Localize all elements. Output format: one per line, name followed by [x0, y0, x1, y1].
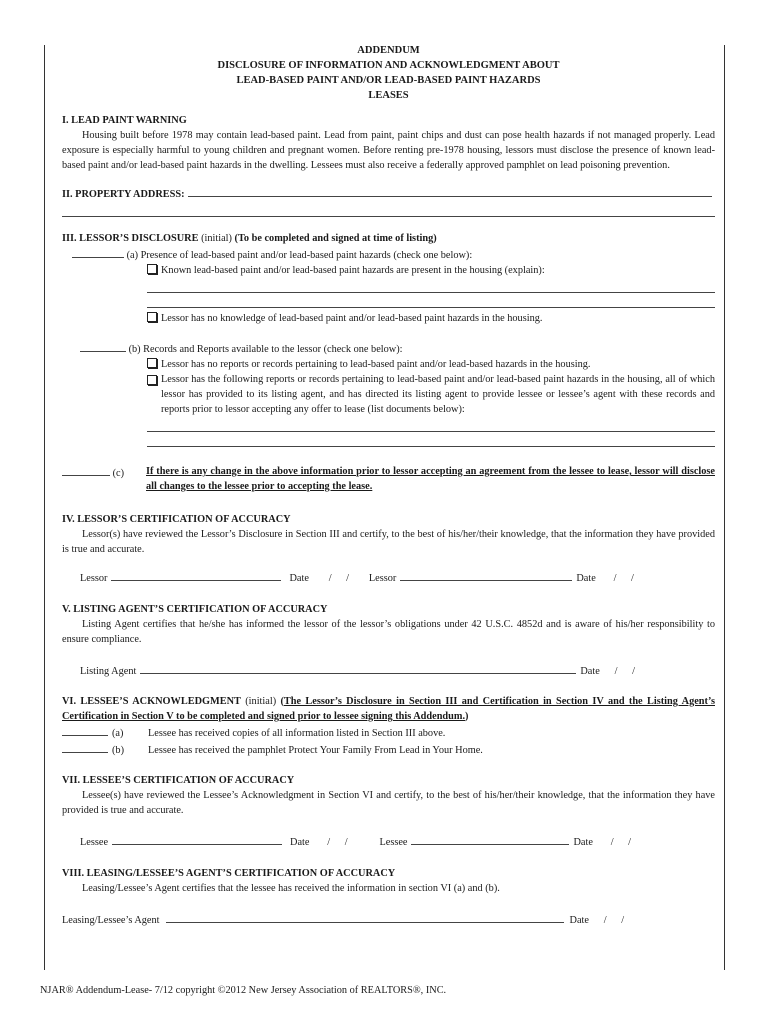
title-line-1: ADDENDUM: [357, 45, 420, 56]
checkbox-3a-known[interactable]: [147, 264, 157, 274]
listing-agent-date-label: Date: [580, 666, 600, 677]
option-3a-1-row: [147, 263, 715, 278]
property-address-field-1[interactable]: [188, 185, 712, 197]
section-6-heading: VI. LESSEE’S ACKNOWLEDGMENT: [62, 696, 241, 707]
property-address-field-2[interactable]: [62, 202, 715, 217]
section-6-note: The Lessor’s Disclosure in Section III and Certification in Section IV and the Listing Agent’s Certification in Section V to be completed and signed prior to lessee signing this Addendum.: [62, 696, 715, 722]
leasing-agent-label: Leasing/Lessee’s Agent: [62, 915, 160, 926]
section-8-body: Leasing/Lessee’s Agent certifies that the lessee has received the information in section VI (a) and (b).: [82, 883, 500, 894]
option-3a-1-text: Known lead-based paint and/or lead-based paint hazards are present in the housing (explain):: [161, 265, 545, 276]
lessor-label-2: Lessor: [368, 573, 397, 584]
lessee-date-slashes-1[interactable]: / /: [327, 837, 348, 848]
item-3c-row: [62, 464, 715, 494]
option-3b-2-text: Lessor has the following reports or records pertaining to lead-based paint and/or lead-based paint hazards in the housing, all of which lessor has provided to its listing agent, and has directed its listing agent to provide lessee or lessee’s agent with these records and reports prior to lessor accepting any offer to lease (list documents below):: [161, 374, 715, 415]
leasing-agent-date-label: Date: [569, 915, 589, 926]
leasing-agent-signature-row: [62, 911, 715, 928]
section-3-note: (To be completed and signed at time of listing): [234, 233, 437, 244]
initial-3c-field[interactable]: [62, 464, 110, 476]
lessee-date-slashes-2[interactable]: / /: [610, 837, 632, 848]
section-4-heading: IV. LESSOR’S CERTIFICATION OF ACCURACY: [62, 514, 291, 525]
checkbox-3b-has-reports[interactable]: [147, 375, 157, 385]
document-page: [62, 43, 715, 928]
listing-agent-date-slashes[interactable]: / /: [614, 666, 635, 677]
title-line-4: LEASES: [368, 90, 409, 101]
document-title: [62, 43, 715, 103]
option-3b-1-row: [147, 357, 715, 372]
section-6-initial: (initial): [245, 696, 277, 707]
left-border-line: [44, 45, 45, 970]
section-1-body: Housing built before 1978 may contain lead-based paint. Lead from paint, paint chips and dust can pose health hazards if not managed properly. Lead exposure is especially harmful to young children and pregnant women. Before renting pre-1978 housing, lessors must disclose the presence of known lead-based paint and/or lead-based paint hazards in the dwelling. Lessees must also receive a federally approved pamphlet on lead poisoning prevention.: [62, 130, 715, 171]
item-3c-label-wrap: [62, 464, 146, 494]
item-3c-text: If there is any change in the above information prior to lessor accepting an agreement from the lessee to lease, lessor will disclose all changes to the lessee prior to accepting the lease.: [146, 466, 715, 492]
checkbox-3b-no-reports[interactable]: [147, 358, 157, 368]
item-3b-row: [80, 340, 715, 357]
lessee-label-2: Lessee: [379, 837, 408, 848]
item-3a-row: [72, 246, 715, 263]
explain-field-2[interactable]: [147, 293, 715, 308]
item-3b-label: (b) Records and Reports available to the lessor (check one below):: [128, 344, 403, 355]
section-7-heading: VII. LESSEE’S CERTIFICATION OF ACCURACY: [62, 775, 295, 786]
lessor-signature-field-1[interactable]: [111, 569, 281, 581]
section-2-heading: II. PROPERTY ADDRESS:: [62, 189, 185, 200]
section-5-heading: V. LISTING AGENT’S CERTIFICATION OF ACCURACY: [62, 604, 328, 615]
section-4-body: Lessor(s) have reviewed the Lessor’s Disclosure in Section III and certify, to the best of his/her/their knowledge, that the information they have provided is true and accurate.: [62, 529, 715, 555]
documents-field-2[interactable]: [147, 432, 715, 447]
initial-6b-field[interactable]: [62, 741, 108, 753]
section-5-body: Listing Agent certifies that he/she has informed the lessor of the lessor’s obligations under 42 U.S.C. 4852d and is aware of his/her responsibility to ensure compliance.: [62, 619, 715, 645]
documents-lines: [147, 417, 715, 447]
footer-copyright: NJAR® Addendum-Lease- 7/12 copyright ©2012 New Jersey Association of REALTORS®, INC.: [40, 985, 447, 996]
lessor-signature-field-2[interactable]: [400, 569, 572, 581]
lessee-signature-field-2[interactable]: [411, 833, 569, 845]
title-line-3: LEAD-BASED PAINT AND/OR LEAD-BASED PAINT HAZARDS: [236, 75, 541, 86]
option-3b-1-text: Lessor has no reports or records pertaining to lead-based paint and/or lead-based hazards in the housing.: [161, 359, 591, 370]
property-address-row: [62, 185, 715, 202]
listing-agent-signature-row: [80, 662, 715, 679]
listing-agent-signature-field[interactable]: [140, 662, 576, 674]
title-line-2: DISCLOSURE OF INFORMATION AND ACKNOWLEDGMENT ABOUT: [217, 60, 560, 71]
lessor-date-slashes-1[interactable]: / /: [328, 573, 350, 584]
section-1-heading: I. LEAD PAINT WARNING: [62, 115, 187, 126]
section-3-heading-row: [62, 231, 715, 246]
checkbox-3a-no-knowledge[interactable]: [147, 312, 157, 322]
lessee-date-label-2: Date: [573, 837, 593, 848]
lessor-label-1: Lessor: [80, 573, 108, 584]
leasing-agent-signature-field[interactable]: [166, 911, 564, 923]
section-8-heading: VIII. LEASING/LESSEE’S AGENT’S CERTIFICATION OF ACCURACY: [62, 868, 396, 879]
lessee-label-1: Lessee: [80, 837, 109, 848]
lessee-signature-field-1[interactable]: [112, 833, 282, 845]
item-6b-text: Lessee has received the pamphlet Protect Your Family From Lead in Your Home.: [148, 745, 483, 756]
item-6a-text: Lessee has received copies of all information listed in Section III above.: [148, 728, 446, 739]
lessee-signature-row: [80, 833, 715, 850]
explain-field-1[interactable]: [147, 278, 715, 293]
listing-agent-label: Listing Agent: [80, 666, 137, 677]
item-6a-label: (a): [112, 728, 124, 739]
item-3c-label: (c): [112, 468, 125, 479]
section-6-heading-row: VI. LESSEE’S ACKNOWLEDGMENT (initial) (The Lessor’s Disclosure in Section III and Certification in Section IV and the Listing Agent’s Certification in Section V to be completed and signed prior to lessee signing this Addendum.): [62, 696, 715, 722]
lessee-date-label-1: Date: [290, 837, 310, 848]
option-3a-2-row: [147, 311, 715, 326]
initial-3a-field[interactable]: [72, 246, 124, 258]
lessor-date-slashes-2[interactable]: / /: [613, 573, 634, 584]
section-3-initial: (initial): [201, 233, 232, 244]
option-3b-2-row: [147, 372, 715, 417]
item-3a-label: (a) Presence of lead-based paint and/or lead-based paint hazards (check one below):: [126, 250, 473, 261]
item-6b-label: (b): [112, 745, 125, 756]
initial-3b-field[interactable]: [80, 340, 126, 352]
lessor-date-label-2: Date: [576, 573, 596, 584]
initial-6a-field[interactable]: [62, 724, 108, 736]
item-6a-row: [62, 724, 715, 741]
section-7-body: Lessee(s) have reviewed the Lessee’s Acknowledgment in Section VI and certify, to the best of his/her/their knowledge, that the information they have provided is true and accurate.: [62, 790, 715, 816]
leasing-agent-date-slashes[interactable]: / /: [603, 915, 625, 926]
option-3a-2-text: Lessor has no knowledge of lead-based paint and/or lead-based paint hazards in the housing.: [161, 313, 543, 324]
item-6b-row: [62, 741, 715, 758]
documents-field-1[interactable]: [147, 417, 715, 432]
right-border-line: [724, 45, 725, 970]
explain-lines: [147, 278, 715, 308]
section-3-heading: III. LESSOR’S DISCLOSURE: [62, 233, 199, 244]
lessor-signature-row: [80, 569, 715, 586]
lessor-date-label-1: Date: [289, 573, 309, 584]
